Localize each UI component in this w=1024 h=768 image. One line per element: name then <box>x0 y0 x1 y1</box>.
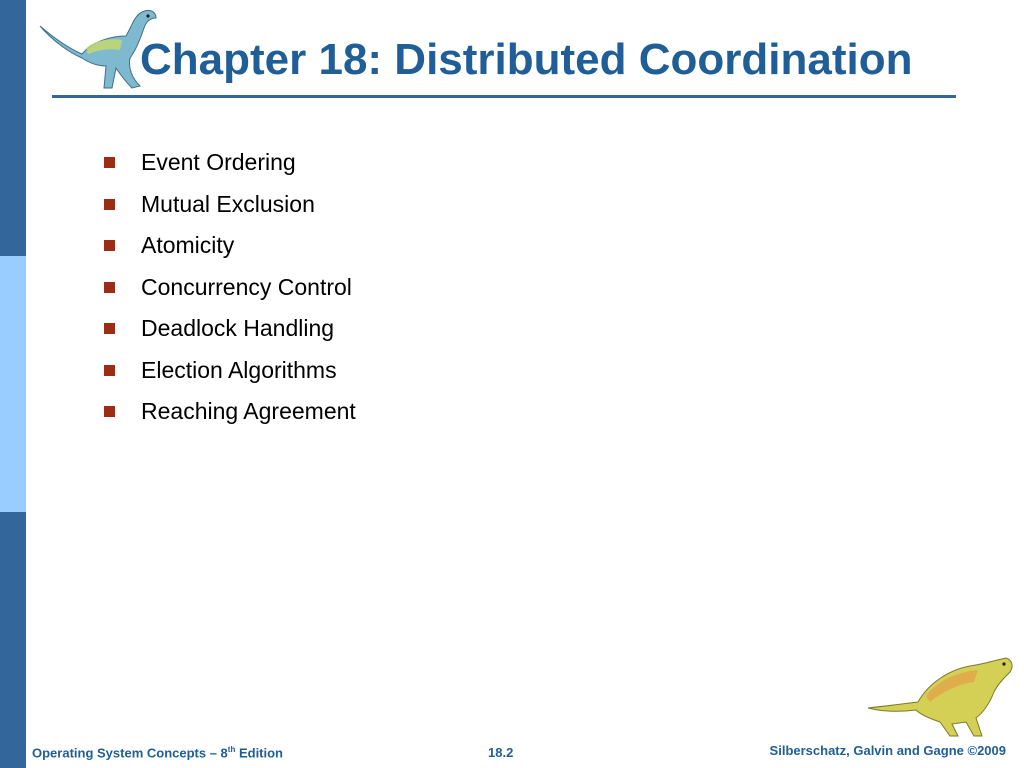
bullet-item <box>104 267 356 309</box>
side-bar-highlight <box>0 256 26 512</box>
bullet-text: Reaching Agreement <box>141 398 356 425</box>
bullet-item <box>104 308 356 350</box>
bullet-text: Election Algorithms <box>141 356 337 383</box>
footer-book-prefix: Operating System Concepts – 8 <box>32 745 228 761</box>
dinosaur-icon <box>866 656 1016 740</box>
bullet-text: Mutual Exclusion <box>141 190 315 217</box>
bullet-item <box>104 225 356 267</box>
bullet-item <box>104 391 356 433</box>
bullet-square-icon <box>104 157 115 168</box>
bullet-square-icon <box>104 365 115 376</box>
bullet-square-icon <box>104 282 115 293</box>
bullet-square-icon <box>104 323 115 334</box>
title-underline <box>52 95 956 98</box>
footer-book-title <box>32 745 283 760</box>
bullet-list <box>104 142 356 433</box>
footer-authors: Silberschatz, Galvin and Gagne ©2009 <box>769 743 1006 758</box>
bullet-square-icon <box>104 406 115 417</box>
bullet-text: Concurrency Control <box>141 273 352 300</box>
footer-book-sup: th <box>227 745 236 754</box>
bullet-square-icon <box>104 199 115 210</box>
bullet-text: Atomicity <box>141 232 235 259</box>
bullet-text: Event Ordering <box>141 149 296 176</box>
bullet-item <box>104 184 356 226</box>
bullet-square-icon <box>104 240 115 251</box>
footer-page-number: 18.2 <box>488 745 514 760</box>
footer-book-suffix: Edition <box>235 745 284 761</box>
bullet-text: Deadlock Handling <box>141 315 335 342</box>
bullet-item <box>104 142 356 184</box>
bullet-item <box>104 350 356 392</box>
slide-title: Chapter 18: Distributed Coordination <box>140 35 913 84</box>
